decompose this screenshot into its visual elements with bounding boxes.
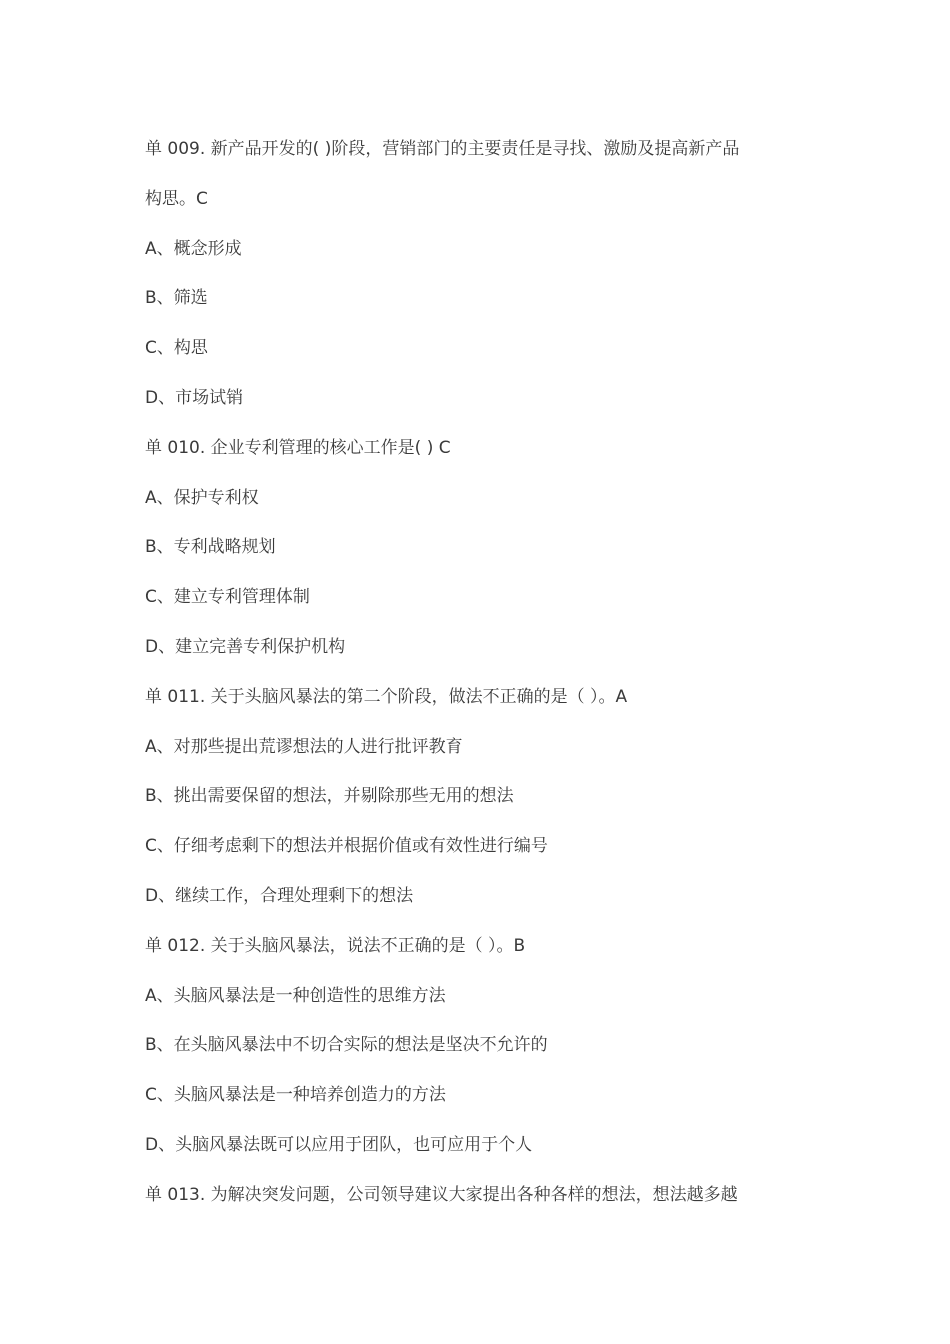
- question-list: [145, 125, 815, 1221]
- option-c: C、构思: [145, 338, 208, 359]
- question-010: [145, 424, 815, 673]
- option-d: D、市场试销: [145, 387, 244, 408]
- question-stem: 单 009. 新产品开发的( )阶段，营销部门的主要责任是寻找、激励及提高新产品: [145, 139, 740, 159]
- question-stem: 单 013. 为解决突发问题，公司领导建议大家提出各种各样的想法，想法越多越: [145, 1184, 738, 1205]
- option-c: C、建立专利管理体制: [145, 587, 310, 608]
- question-stem: 单 012. 关于头脑风暴法，说法不正确的是（ ）。B: [145, 935, 526, 956]
- option-a: A、概念形成: [145, 238, 242, 259]
- option-b: B、挑出需要保留的想法，并剔除那些无用的想法: [145, 786, 514, 807]
- question-stem: 单 011. 关于头脑风暴法的第二个阶段，做法不正确的是（ ）。A: [145, 686, 628, 707]
- option-b: B、专利战略规划: [145, 537, 276, 558]
- question-012: [145, 922, 815, 1171]
- question-stem: 单 010. 企业专利管理的核心工作是( ) C: [145, 437, 451, 458]
- question-009: [145, 125, 815, 424]
- option-a: A、头脑风暴法是一种创造性的思维方法: [145, 985, 446, 1006]
- option-d: D、头脑风暴法既可以应用于团队，也可应用于个人: [145, 1134, 533, 1155]
- option-a: A、保护专利权: [145, 487, 259, 508]
- option-d: D、继续工作，合理处理剩下的想法: [145, 885, 414, 906]
- option-b: B、筛选: [145, 288, 208, 309]
- option-c: C、头脑风暴法是一种培养创造力的方法: [145, 1085, 446, 1106]
- option-c: C、仔细考虑剩下的想法并根据价值或有效性进行编号: [145, 836, 548, 857]
- question-011: [145, 673, 815, 922]
- question-013: [145, 1171, 815, 1221]
- option-a: A、对那些提出荒谬想法的人进行批评教育: [145, 736, 463, 757]
- question-stem-continued: 构思。C: [145, 188, 208, 209]
- option-b: B、在头脑风暴法中不切合实际的想法是坚决不允许的: [145, 1035, 548, 1056]
- option-d: D、建立完善专利保护机构: [145, 636, 346, 657]
